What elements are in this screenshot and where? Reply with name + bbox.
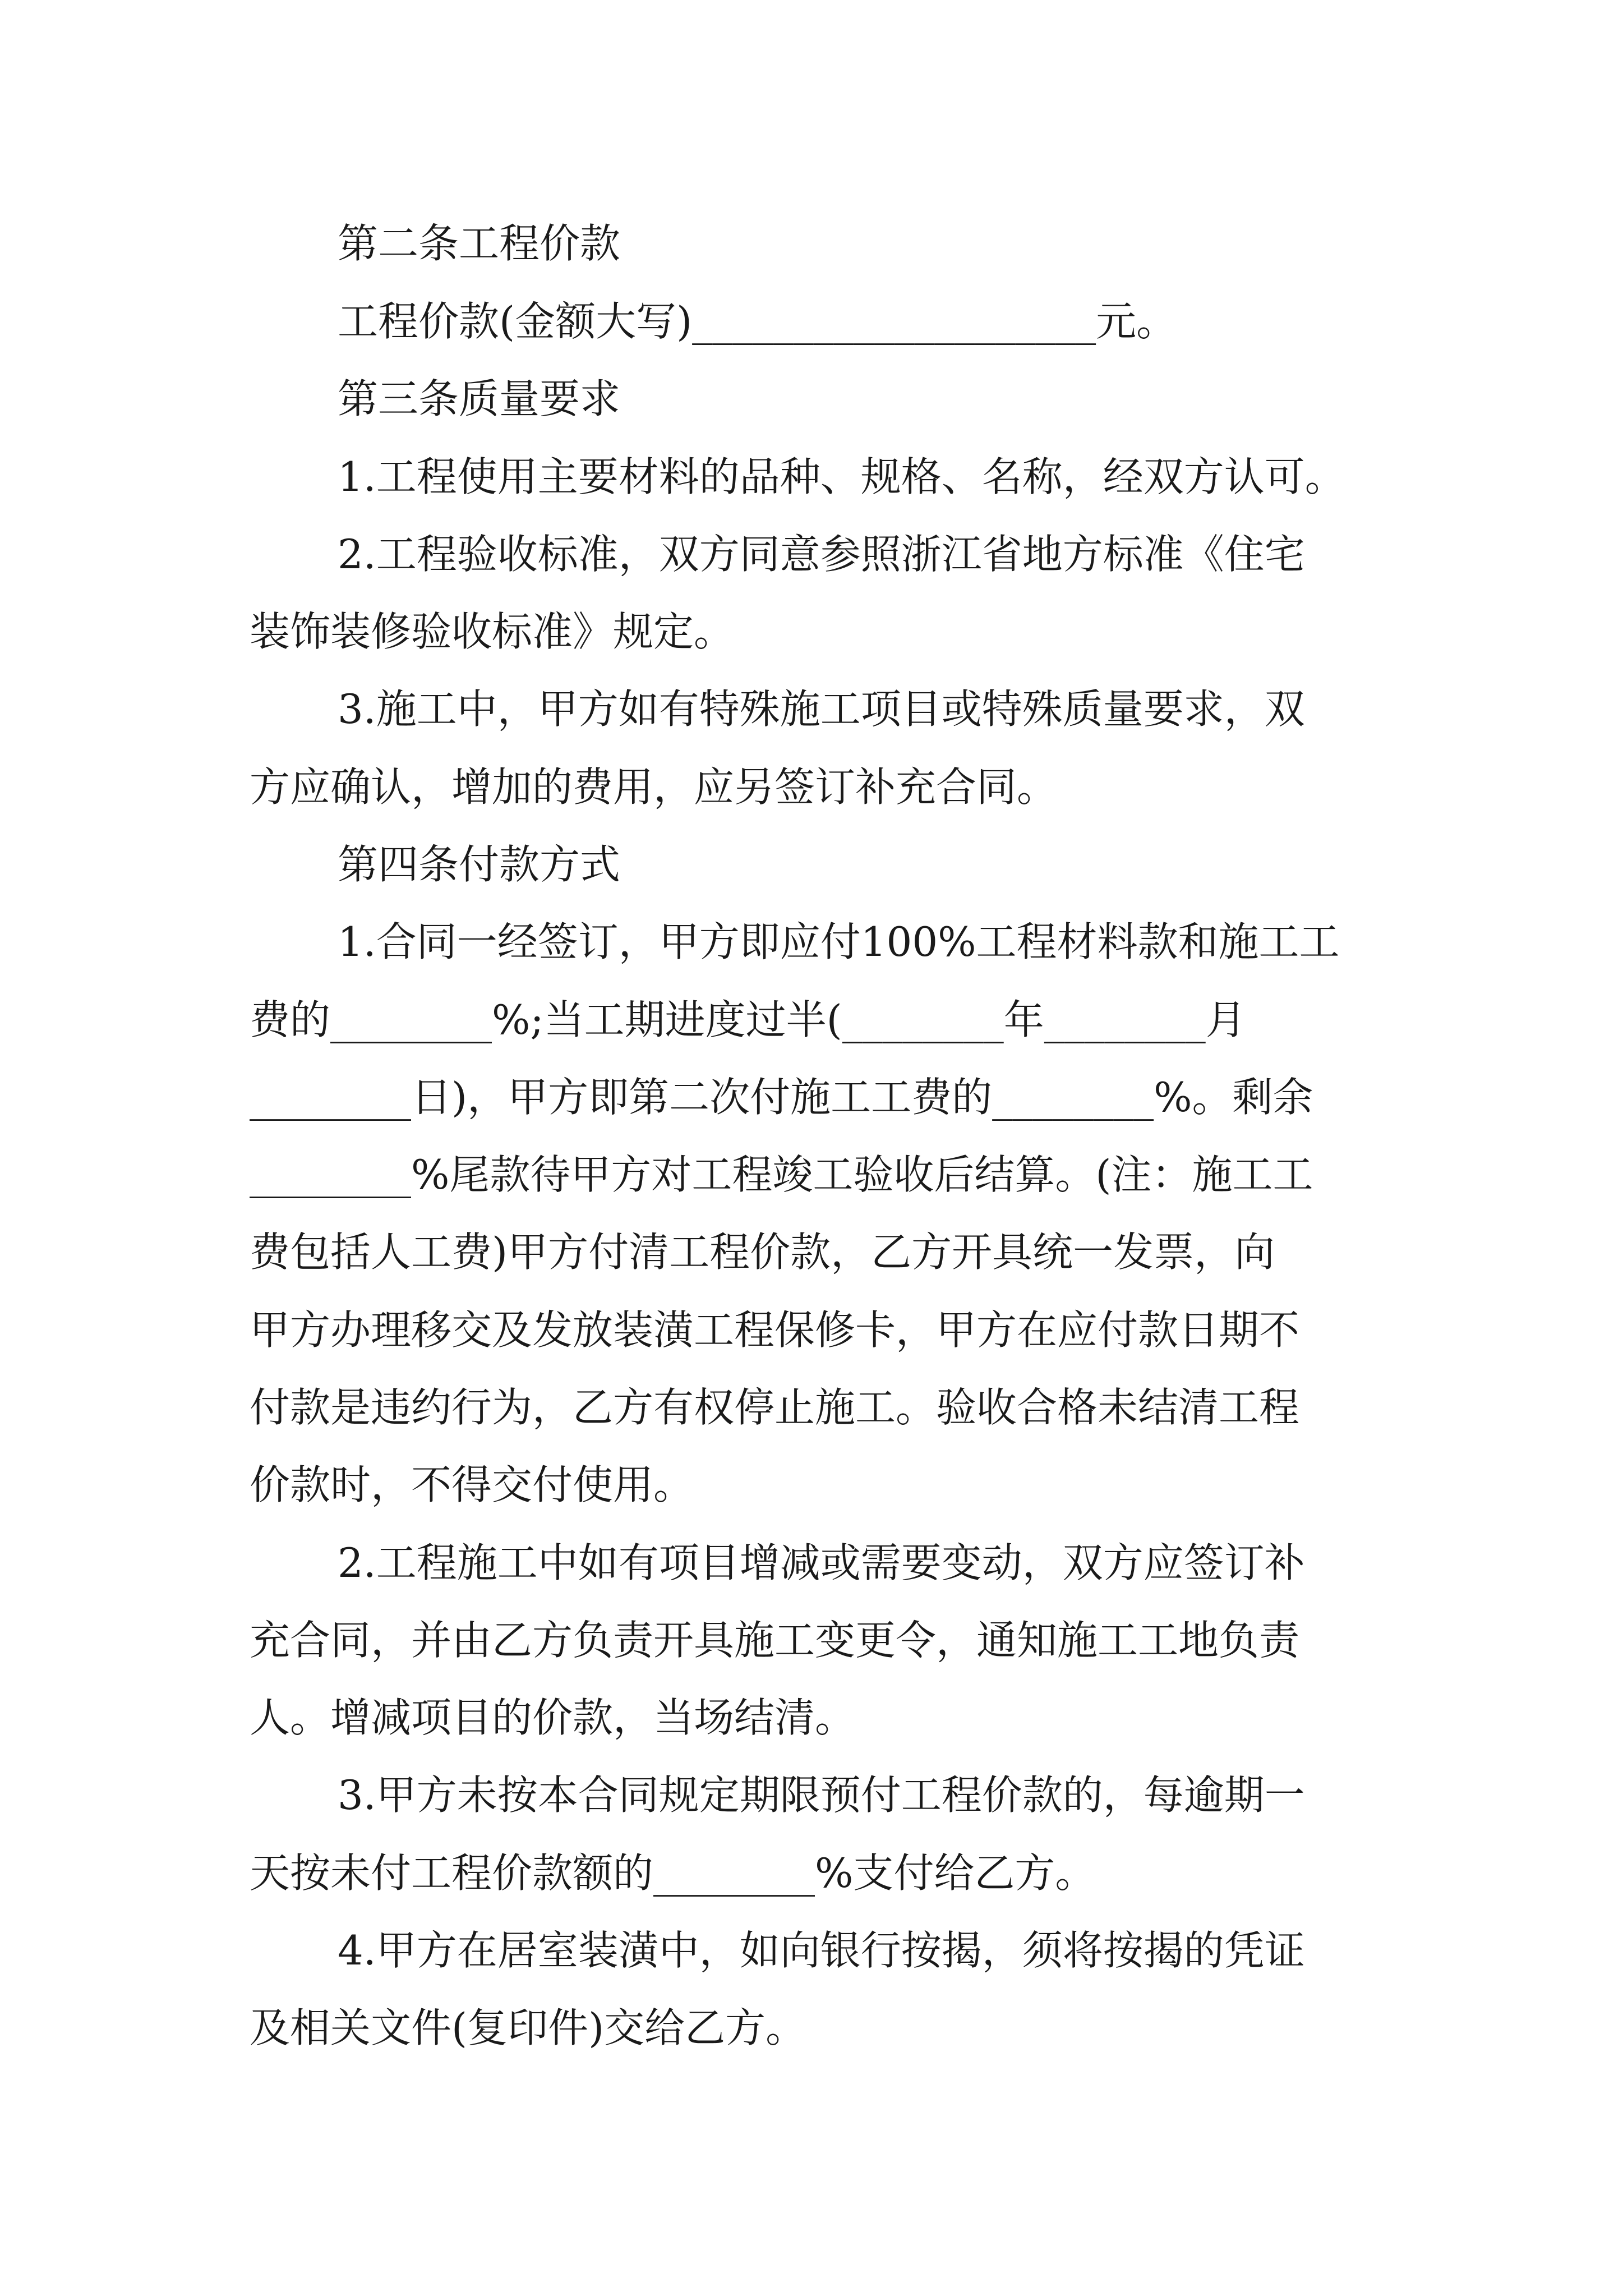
payment-item-1-line-2: 费的________%;当工期进度过半(________年________月	[250, 996, 1246, 1043]
payment-item-2-line-3: 人。增减项目的价款，当场结清。	[250, 1694, 856, 1741]
payment-item-1-line-4: ________%尾款待甲方对工程竣工验收后结算。(注：施工工	[250, 1151, 1313, 1198]
quality-item-3-line-1: 3.施工中，甲方如有特殊施工项目或特殊质量要求，双	[338, 685, 1305, 733]
payment-item-4-line-2: 及相关文件(复印件)交给乙方。	[250, 2004, 806, 2051]
section-4-heading: 第四条付款方式	[338, 841, 621, 888]
payment-item-2-line-2: 充合同，并由乙方负责开具施工变更令，通知施工工地负责	[250, 1617, 1300, 1664]
payment-item-1-line-6: 甲方办理移交及发放装潢工程保修卡，甲方在应付款日期不	[250, 1306, 1300, 1354]
payment-item-1-line-7: 付款是违约行为，乙方有权停止施工。验收合格未结清工程	[250, 1384, 1300, 1431]
quality-item-1: 1.工程使用主要材料的品种、规格、名称，经双方认可。	[338, 453, 1345, 500]
payment-item-4-line-1: 4.甲方在居室装潢中，如向银行按揭，须将按揭的凭证	[338, 1927, 1305, 1974]
payment-item-1-line-5: 费包括人工费)甲方付清工程价款，乙方开具统一发票，向	[250, 1228, 1275, 1276]
section-3-heading: 第三条质量要求	[338, 375, 621, 422]
payment-item-3-line-1: 3.甲方未按本合同规定期限预付工程价款的，每逾期一	[338, 1772, 1305, 1819]
payment-item-1-line-8: 价款时，不得交付使用。	[250, 1461, 694, 1508]
payment-item-1-line-3: ________日)，甲方即第二次付施工工费的________%。剩余	[250, 1074, 1313, 1121]
section-2-heading: 第二条工程价款	[338, 220, 621, 267]
quality-item-2-line-2: 装饰装修验收标准》规定。	[250, 608, 735, 655]
price-line: 工程价款(金额大写)____________________元。	[338, 298, 1177, 345]
payment-item-2-line-1: 2.工程施工中如有项目增减或需要变动，双方应签订补	[338, 1539, 1305, 1586]
quality-item-2-line-1: 2.工程验收标准，双方同意参照浙江省地方标准《住宅	[338, 531, 1305, 578]
quality-item-3-line-2: 方应确认，增加的费用，应另签订补充合同。	[250, 763, 1058, 811]
payment-item-3-line-2: 天按未付工程价款额的________%支付给乙方。	[250, 1849, 1096, 1897]
payment-item-1-line-1: 1.合同一经签订，甲方即应付100%工程材料款和施工工	[338, 918, 1340, 965]
